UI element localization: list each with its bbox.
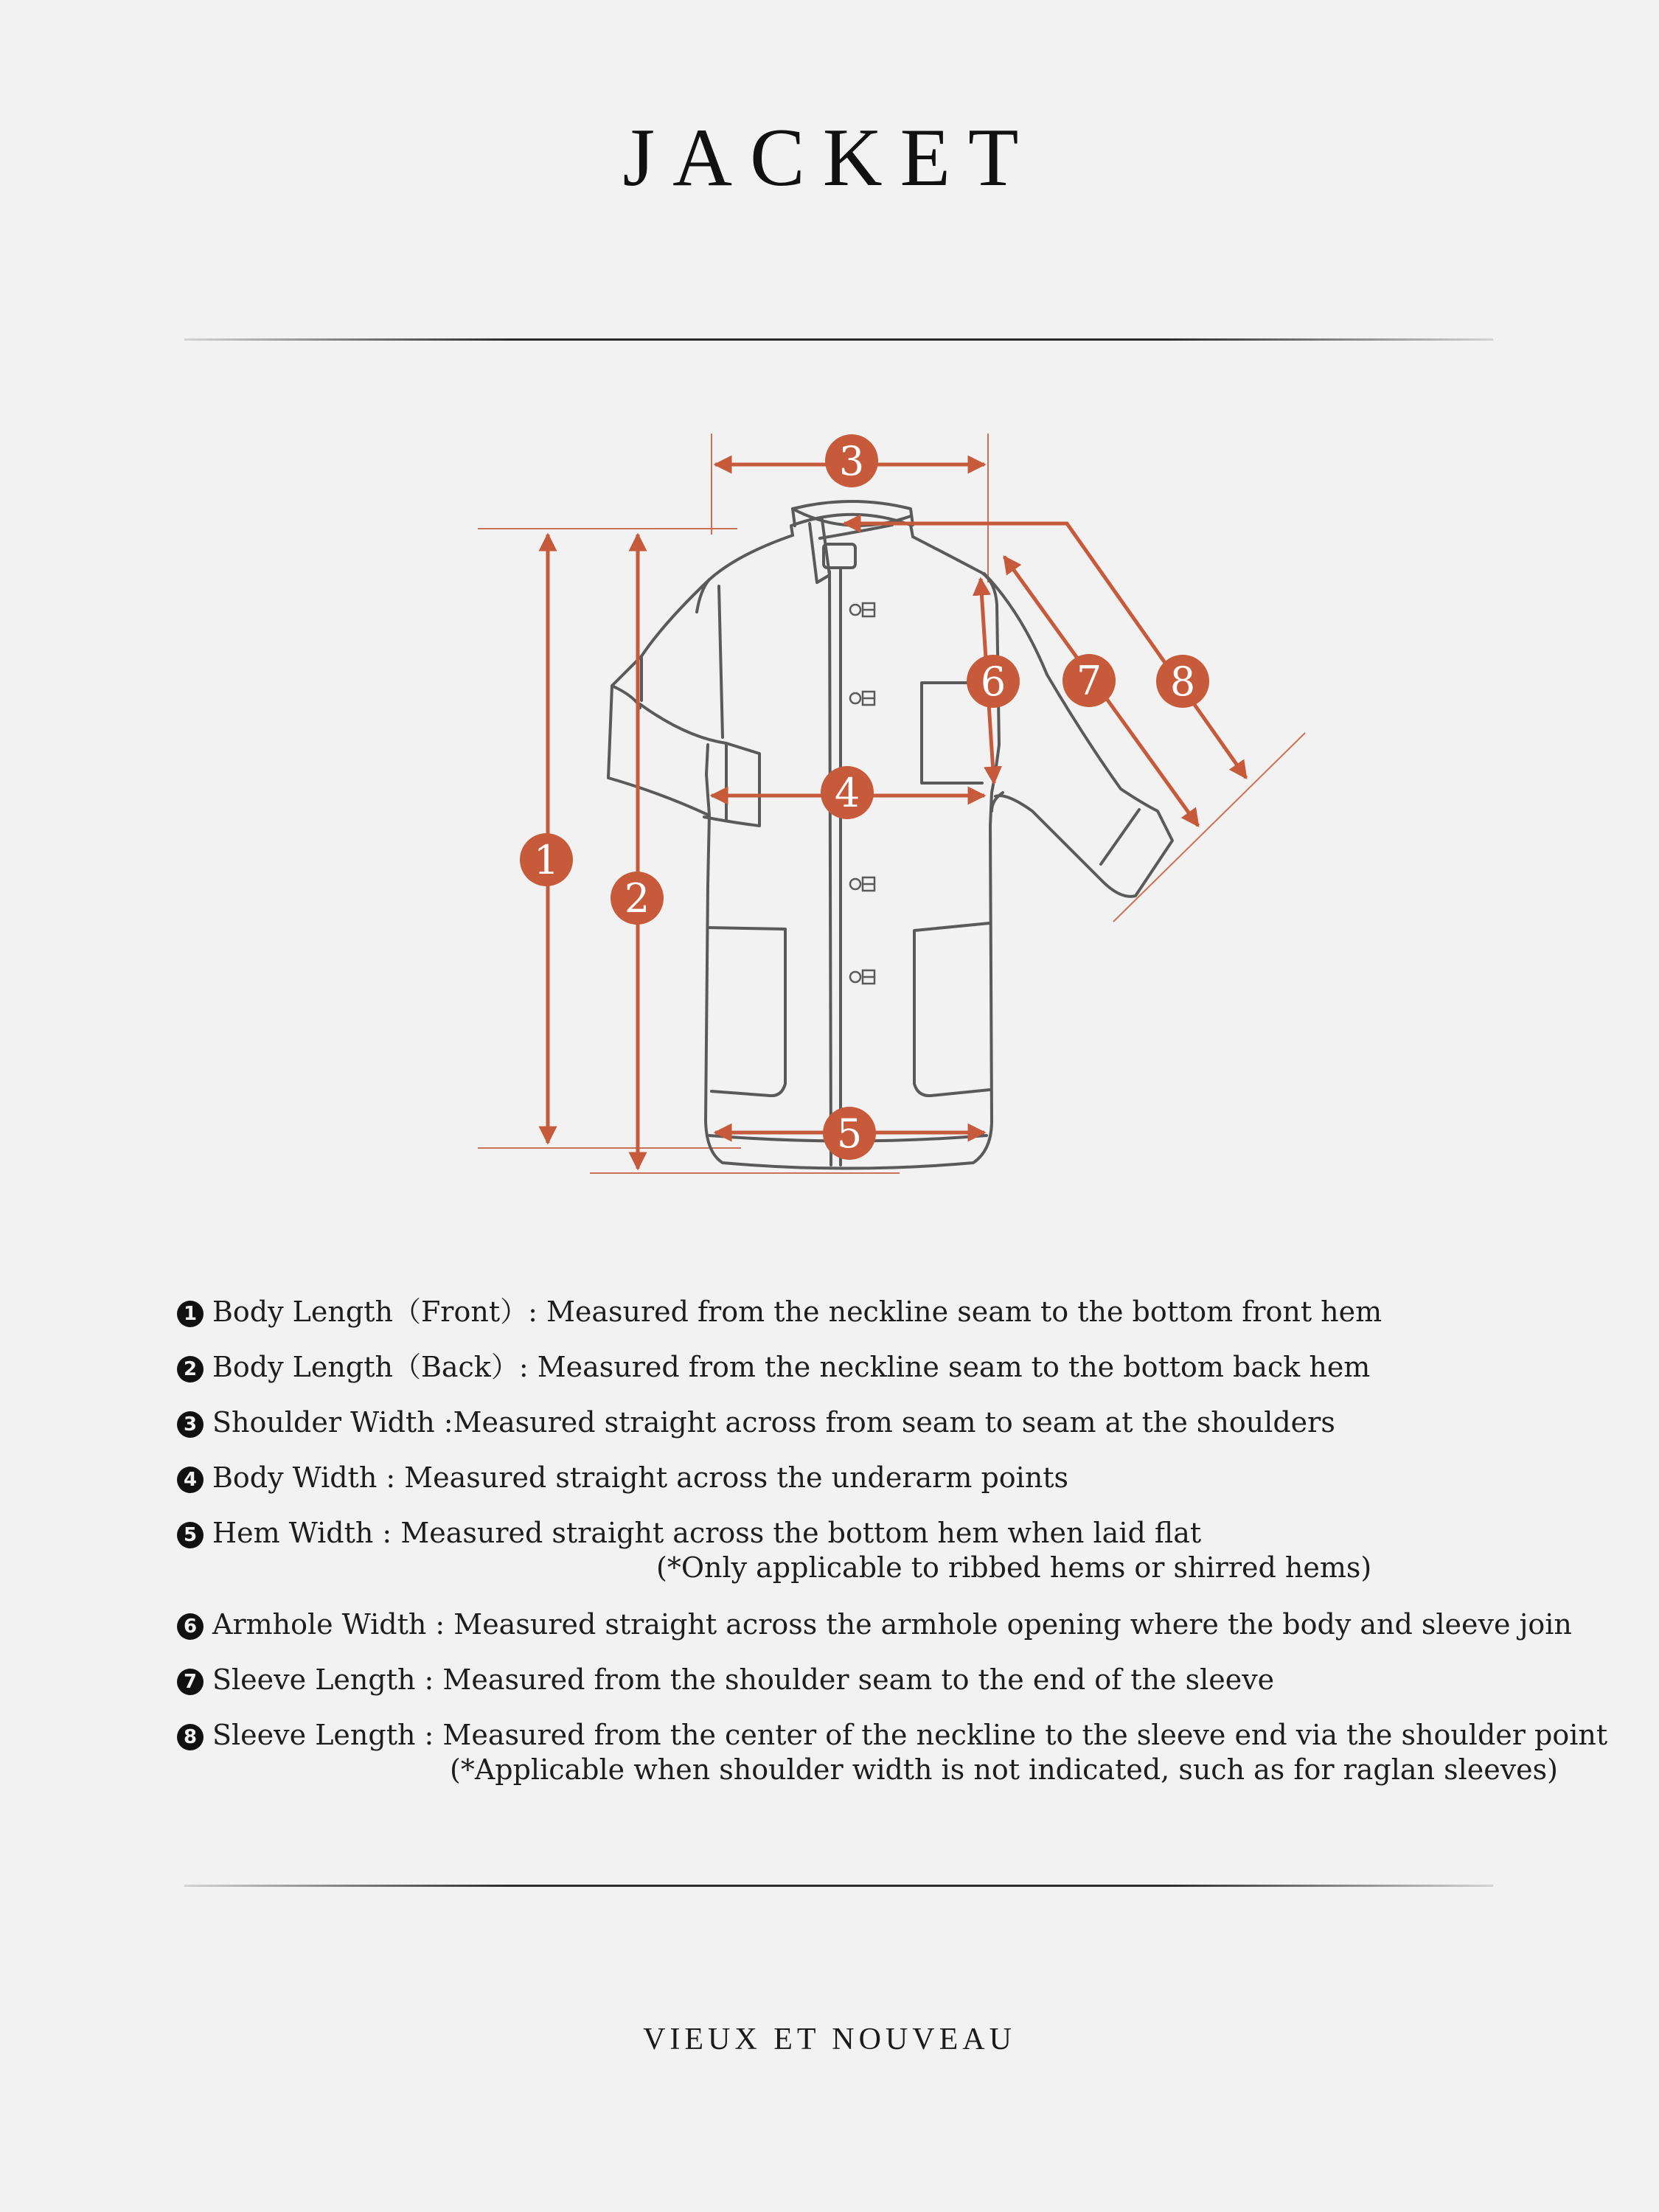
legend-number: 1 <box>177 1301 204 1327</box>
svg-text:7: 7 <box>1076 658 1102 704</box>
legend-text: Armhole Width : Measured straight across the armhole opening where the body and sleeve join <box>212 1608 1572 1641</box>
marker-2 <box>611 872 664 925</box>
legend-text: Body Width : Measured straight across the underarm points <box>212 1461 1069 1494</box>
top-divider <box>184 338 1493 341</box>
marker-8 <box>1156 655 1209 708</box>
legend-number: 7 <box>177 1669 204 1695</box>
marker-7 <box>1062 654 1116 707</box>
legend-number: 8 <box>177 1724 204 1750</box>
legend-number: 4 <box>177 1467 204 1493</box>
legend-item <box>177 1515 1504 1585</box>
marker-3 <box>825 434 878 487</box>
legend-text: Sleeve Length : Measured from the center of the neckline to the sleeve end via the shoulder point <box>212 1719 1608 1751</box>
marker-5 <box>823 1107 876 1160</box>
marker-1 <box>520 833 573 886</box>
legend-item <box>177 1405 1504 1440</box>
brand-name: VIEUX ET NOUVEAU <box>643 2023 1016 2056</box>
svg-text:2: 2 <box>624 875 650 922</box>
legend-item <box>177 1717 1608 1787</box>
svg-text:1: 1 <box>533 837 560 883</box>
legend-number: 3 <box>177 1411 204 1438</box>
page-title: JACKET <box>622 112 1037 204</box>
legend-item <box>177 1349 1504 1385</box>
legend-text: Sleeve Length : Measured from the shoulder seam to the end of the sleeve <box>212 1663 1275 1696</box>
legend-note: (*Applicable when shoulder width is not indicated, such as for raglan sleeves) <box>450 1753 1558 1786</box>
svg-text:4: 4 <box>834 770 860 816</box>
legend-text: Hem Width : Measured straight across the bottom hem when laid flat <box>212 1517 1202 1549</box>
jacket-outline <box>608 501 1172 1169</box>
bottom-divider <box>184 1885 1493 1887</box>
legend-note: (*Only applicable to ribbed hems or shirred hems) <box>656 1551 1372 1584</box>
legend-item <box>177 1294 1504 1329</box>
measurement-arrows <box>548 465 1246 1169</box>
jacket-measurement-diagram <box>0 398 1659 1239</box>
legend-number: 6 <box>177 1613 204 1640</box>
marker-4 <box>821 766 874 819</box>
legend-text: Body Length（Front）: Measured from the neckline seam to the bottom front hem <box>212 1295 1382 1328</box>
svg-text:8: 8 <box>1169 658 1196 705</box>
legend-item <box>177 1460 1504 1495</box>
svg-text:3: 3 <box>838 438 865 484</box>
legend-item <box>177 1607 1572 1642</box>
arrow-8 <box>844 524 1246 778</box>
legend-number: 5 <box>177 1522 204 1548</box>
svg-text:5: 5 <box>836 1110 863 1157</box>
legend-item <box>177 1662 1504 1697</box>
svg-text:6: 6 <box>980 658 1006 705</box>
legend-text: Body Length（Back）: Measured from the neckline seam to the bottom back hem <box>212 1351 1371 1383</box>
marker-6 <box>967 655 1020 708</box>
legend-text: Shoulder Width :Measured straight across from seam to seam at the shoulders <box>212 1406 1335 1439</box>
legend-number: 2 <box>177 1356 204 1382</box>
measurement-legend <box>177 1294 1608 1809</box>
number-markers <box>520 434 1209 1160</box>
